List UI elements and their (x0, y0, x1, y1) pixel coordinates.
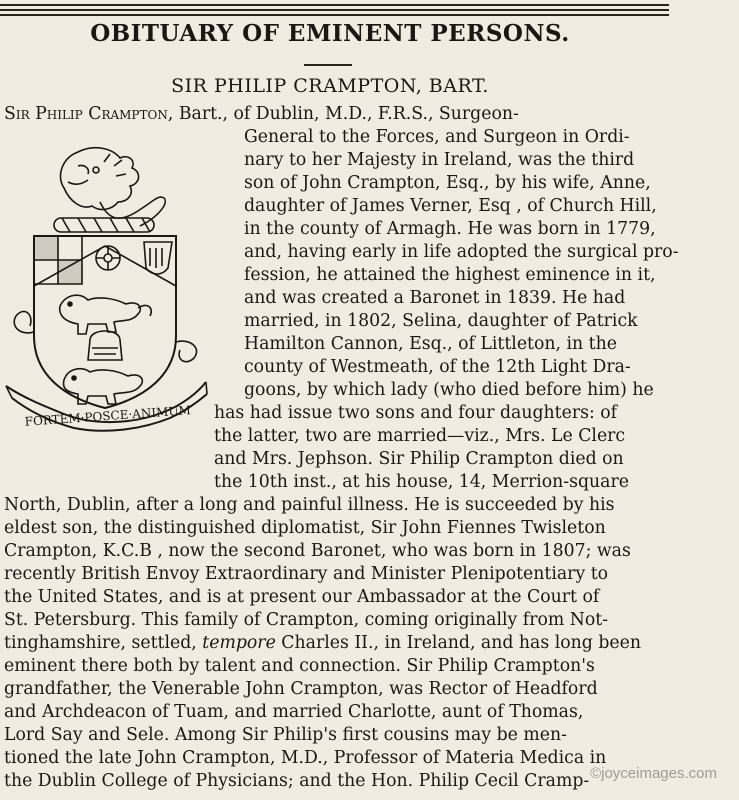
text-line: tioned the late John Crampton, M.D., Professor of Materia Medica in (4, 748, 607, 768)
coat-of-arms-icon (4, 136, 209, 436)
text-segment: Charles II., in Ireland, and has long been (275, 633, 641, 653)
text-line: the latter, two are married—viz., Mrs. Le Clerc (214, 426, 626, 446)
top-rule (0, 9, 669, 11)
text-line: St. Petersburg. This family of Crampton, coming originally from Not- (4, 610, 609, 630)
text-line (4, 632, 676, 654)
section-heading: OBITUARY OF EMINENT PERSONS. (90, 20, 570, 47)
text-line: fession, he attained the highest eminence in it, (244, 265, 656, 285)
text-line: recently British Envoy Extraordinary and Minister Plenipotentiary to (4, 564, 609, 584)
text-line: eminent there both by talent and connection. Sir Philip Crampton's (4, 656, 595, 676)
motto-text: FORTEM·POSCE·ANIMUM (24, 403, 192, 429)
watermark: ©joyceimages.com (590, 765, 717, 782)
text-line: and, having early in life adopted the surgical pro- (244, 242, 679, 262)
text-line: Lord Say and Sele. Among Sir Philip's first cousins may be men- (4, 725, 567, 745)
text-line: has had issue two sons and four daughters: of (214, 403, 618, 423)
heading-divider (304, 64, 352, 66)
text-line: daughter of James Verner, Esq , of Church Hill, (244, 196, 657, 216)
text-line: married, in 1802, Selina, daughter of Patrick (244, 311, 638, 331)
text-line: the 10th inst., at his house, 14, Merrion-square (214, 472, 629, 492)
text-line: North, Dublin, after a long and painful illness. He is succeeded by his (4, 495, 615, 515)
text-line: grandfather, the Venerable John Crampton, was Rector of Headford (4, 679, 598, 699)
text-line: nary to her Majesty in Ireland, was the third (244, 150, 635, 170)
text-segment: , Bart., of Dublin, M.D., F.R.S., Surgeon- (167, 104, 519, 124)
text-line: General to the Forces, and Surgeon in Ordi- (244, 127, 630, 147)
text-line (4, 103, 676, 125)
text-line: the Dublin College of Physicians; and the Hon. Philip Cecil Cramp- (4, 771, 590, 791)
article-title: SIR PHILIP CRAMPTON, BART. (171, 75, 489, 97)
name-small-caps: Sir Philip Crampton (4, 104, 168, 124)
text-line: eldest son, the distinguished diplomatist, Sir John Fiennes Twisleton (4, 518, 606, 538)
text-line: and Mrs. Jephson. Sir Philip Crampton died on (214, 449, 624, 469)
text-line: Crampton, K.C.B , now the second Baronet, who was born in 1807; was (4, 541, 631, 561)
text-line: county of Westmeath, of the 12th Light Dra- (244, 357, 631, 377)
italic-word: tempore (202, 633, 276, 653)
text-line: and was created a Baronet in 1839. He had (244, 288, 626, 308)
text-line: the United States, and is at present our Ambassador at the Court of (4, 587, 600, 607)
text-segment: tinghamshire, settled, (4, 633, 203, 653)
top-rule (0, 4, 669, 6)
text-line: in the county of Armagh. He was born in 1779, (244, 219, 656, 239)
text-line: and Archdeacon of Tuam, and married Charlotte, aunt of Thomas, (4, 702, 584, 722)
text-line: Hamilton Cannon, Esq., of Littleton, in the (244, 334, 617, 354)
text-line: son of John Crampton, Esq., by his wife, Anne, (244, 173, 651, 193)
top-rule (0, 14, 669, 16)
text-line: goons, by which lady (who died before him) he (244, 380, 654, 400)
